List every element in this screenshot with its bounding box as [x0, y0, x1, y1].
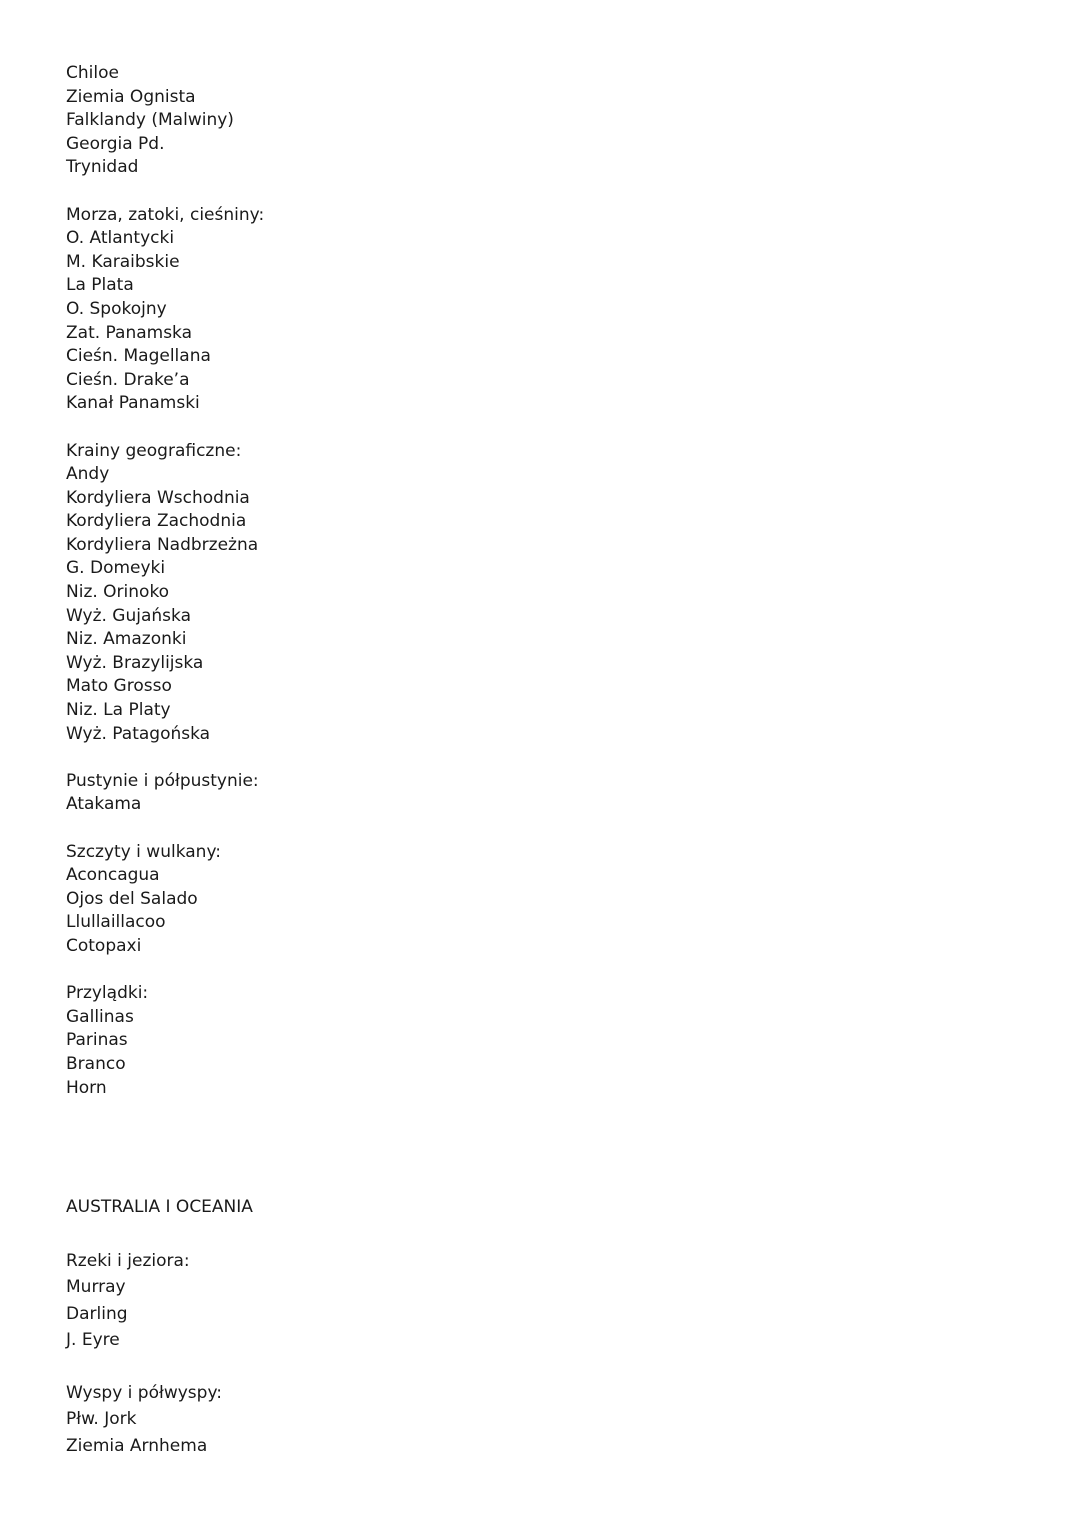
section-rivers-lakes [66, 1248, 966, 1354]
list-item: Niz. La Platy [66, 700, 171, 721]
section-heading: Krainy geograficzne: [66, 440, 242, 461]
list-item: Georgia Pd. [66, 133, 165, 154]
list-item: Kordyliera Zachodnia [66, 511, 247, 532]
list-item: Cieśn. Magellana [66, 346, 211, 367]
section-heading: Wyspy i półwyspy: [66, 1382, 222, 1403]
section-heading: Przylądki: [66, 983, 149, 1004]
list-item: Chiloe [66, 63, 119, 83]
list-item: Ojos del Salado [66, 888, 198, 909]
list-item: Wyż. Gujańska [66, 605, 191, 626]
section-heading: Pustynie i półpustynie: [66, 770, 259, 791]
list-item: G. Domeyki [66, 558, 166, 579]
list-item: Ziemia Ognista [66, 86, 196, 107]
australia-oceania-list [66, 1194, 966, 1459]
south-america-list [66, 62, 966, 1100]
list-item: Llullaillacoo [66, 912, 166, 933]
list-item: Gallinas [66, 1006, 134, 1027]
list-item: Atakama [66, 794, 142, 815]
section-peaks [66, 841, 966, 959]
list-item: Ziemia Arnhema [66, 1435, 208, 1456]
list-item: Zat. Panamska [66, 322, 193, 343]
list-item: Kanał Panamski [66, 393, 200, 414]
list-item: Wyż. Patagońska [66, 723, 211, 744]
list-item: Cotopaxi [66, 935, 142, 956]
section-heading: Rzeki i jeziora: [66, 1250, 190, 1271]
list-item: J. Eyre [66, 1330, 120, 1350]
list-item: Trynidad [66, 157, 139, 178]
list-item: Kordyliera Nadbrzeżna [66, 534, 259, 555]
list-item: Cieśn. Drake’a [66, 369, 190, 390]
list-item: Niz. Orinoko [66, 582, 170, 603]
list-item: M. Karaibskie [66, 251, 180, 272]
list-item: Horn [66, 1077, 107, 1098]
list-item: Kordyliera Wschodnia [66, 487, 250, 508]
section-islands-continued [66, 62, 966, 180]
list-item: Falklandy (Malwiny) [66, 110, 234, 131]
section-regions [66, 440, 966, 747]
list-item: Parinas [66, 1030, 128, 1051]
region-title: AUSTRALIA I OCEANIA [66, 1197, 253, 1217]
list-item: Andy [66, 464, 110, 485]
section-heading: Szczyty i wulkany: [66, 841, 221, 862]
list-item: Murray [66, 1277, 126, 1297]
section-seas [66, 204, 966, 416]
section-islands-peninsulas [66, 1380, 966, 1460]
section-capes [66, 982, 966, 1100]
list-item: Aconcagua [66, 865, 160, 886]
list-item: O. Atlantycki [66, 228, 175, 249]
list-item: Płw. Jork [66, 1409, 137, 1429]
list-item: Niz. Amazonki [66, 629, 187, 650]
list-item: Wyż. Brazylijska [66, 652, 204, 673]
list-item: Branco [66, 1053, 126, 1074]
list-item: O. Spokojny [66, 298, 167, 319]
list-item: La Plata [66, 275, 134, 296]
list-item: Mato Grosso [66, 676, 172, 697]
list-item: Darling [66, 1303, 128, 1324]
section-heading: Morza, zatoki, cieśniny: [66, 204, 265, 225]
section-deserts [66, 770, 966, 817]
